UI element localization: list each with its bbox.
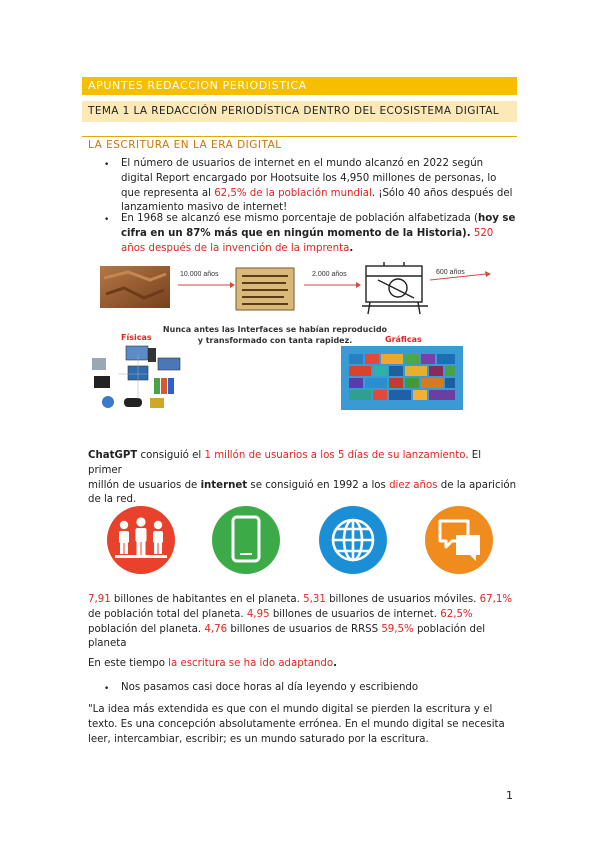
timeline-label-3: 600 años [436, 269, 465, 276]
chatgpt-line: de la red. [88, 494, 137, 506]
adapt-sentence: En este tiempo la escritura se ha ido adaptando. [88, 658, 338, 669]
scanner-icon [92, 358, 106, 370]
chatgpt-line: millón de usuarios de internet se consiguió en 1992 a los diez años de la aparición [88, 479, 517, 491]
graphic-interface-image [341, 346, 463, 410]
stats-icons-row [88, 495, 518, 587]
bullet-2-line: cifra en un 87% más que en ningún momento de la Historia). 520 [121, 227, 494, 239]
section-title: LA ESCRITURA EN LA ERA DIGITAL [88, 139, 282, 151]
quote-line: "La idea más extendida es que con el mundo digital se pierden la escritura y el [88, 704, 493, 715]
quote-line: leer, intercambiar, escribir; es un mundo saturado por la escritura. [88, 733, 429, 745]
mobile-phone-icon [212, 506, 280, 574]
bullet-1-line: El número de usuarios de internet en el mundo alcanzó en 2022 según [121, 158, 484, 169]
bullet-2-line: años después de la invención de la imprenta. [121, 242, 354, 254]
section-rule [82, 136, 517, 137]
tema-title: TEMA 1 LA REDACCIÓN PERIODÍSTICA DENTRO DEL ECOSISTEMA DIGITAL [88, 105, 500, 117]
bullet-1 [121, 157, 521, 216]
bullet-1-line: lanzamiento masivo de internet! [121, 202, 288, 214]
stats-line: de población total del planeta. 4,95 billones de usuarios de internet. 62,5% [88, 608, 473, 620]
stats-line: población del planeta. 4,76 billones de usuarios de RRSS 59,5% población del [88, 623, 486, 635]
timeline-label-2: 2.000 años [312, 271, 347, 278]
laptop-icon [158, 358, 180, 370]
bullet-2 [121, 212, 526, 256]
fisicas-label: Físicas [121, 333, 152, 342]
bullet-3: Nos pasamos casi doce horas al día leyendo y escribiendo [121, 682, 419, 693]
physical-devices-image [88, 344, 188, 414]
bullet-dot: • [104, 684, 110, 694]
chat-bubbles-icon [425, 506, 493, 574]
page-number: 1 [506, 789, 513, 802]
book-icon [161, 378, 167, 394]
bullet-dot: • [104, 160, 110, 170]
tv-icon [94, 376, 110, 388]
arrow-head [230, 282, 235, 288]
globe-icon [102, 396, 114, 408]
bullet-2-line: En 1968 se alcanzó ese mismo porcentaje de población alfabetizada (hoy se [121, 213, 516, 224]
stats-line: planeta [88, 638, 127, 650]
device-icon [150, 398, 164, 408]
globe-icon [319, 506, 387, 574]
bullet-1-line: que representa al 62,5% de la población mundial. ¡Sólo 40 años después del [121, 187, 513, 199]
quote-paragraph [88, 703, 528, 747]
chatgpt-line: ChatGPT consiguió el 1 millón de usuarios a los 5 días de su lanzamiento. El primer [88, 450, 482, 476]
book-icon [154, 378, 160, 394]
phone-icon [148, 348, 156, 362]
printing-press-image [362, 262, 428, 314]
people-icon [107, 506, 175, 574]
interfaces-caption: Nunca antes las Interfaces se habían reproducido y transformado con tanta rapidez. [162, 325, 388, 345]
document-header: APUNTES REDACCION PERIODISTICA [88, 79, 307, 92]
timeline-figure [98, 258, 518, 320]
stats-paragraph [88, 593, 523, 652]
graficas-label: Gráficas [385, 335, 422, 344]
stone-tablet-image [100, 266, 170, 308]
stats-line: 7,91 billones de habitantes en el planeta. 5,31 billones de usuarios móviles. 67,1% [88, 594, 513, 605]
bullet-dot: • [104, 215, 110, 225]
timeline-label-1: 10.000 años [180, 271, 219, 278]
bullet-1-line: digital Report encargado por Hootsuite los 4,950 millones de personas, lo [121, 172, 497, 184]
quote-line: texto. Es una concepción absolutamente errónea. En el mundo digital se necesita [88, 718, 505, 730]
arrow-head [485, 271, 491, 277]
monitor-icon [126, 346, 148, 360]
arrow-head [356, 282, 361, 288]
papyrus-image [236, 268, 294, 310]
book-icon [168, 378, 174, 394]
gamepad-icon [124, 398, 142, 407]
